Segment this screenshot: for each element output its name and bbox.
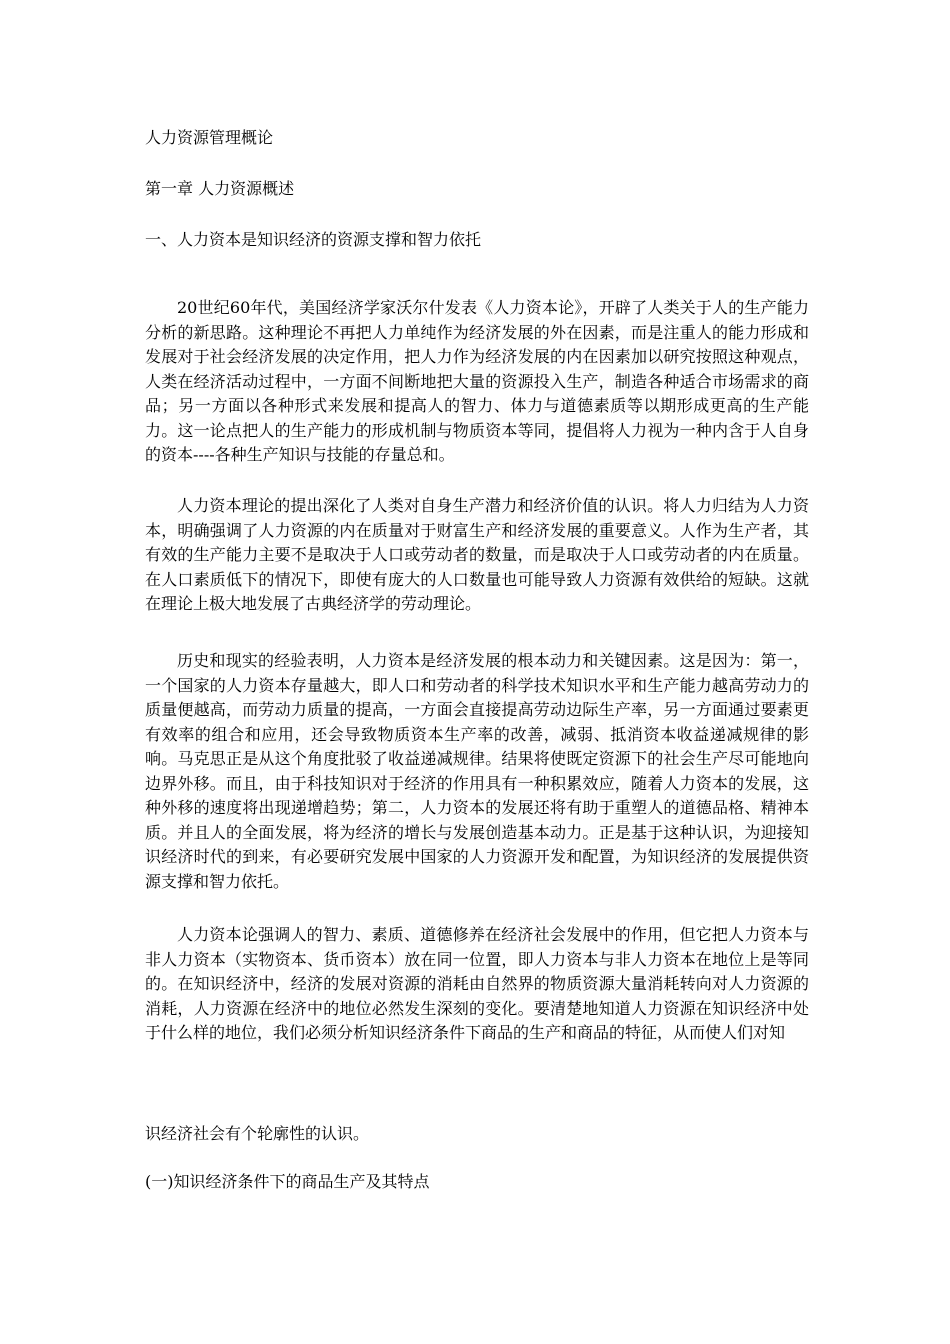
paragraph-3: 历史和现实的经验表明，人力资本是经济发展的根本动力和关键因素。这是因为：第一，一个国家的人力资本存量越大，即人口和劳动者的科学技术知识水平和生产能力越高劳动力的质量便越高，而劳动力质量的提高，一方面会直接提高劳动边际生产率，另一方面通过要素更有效率的组合和应用，还会导致物质资本生产率的改善，减弱、抵消资本收益递减规律的影响。马克思正是从这个角度批驳了收益递减规律。结果将使既定资源下的社会生产尽可能地向边界外移。而且，由于科技知识对于经济的作用具有一种积累效应，随着人力资本的发展，这种外移的速度将出现递增趋势；第二，人力资本的发展还将有助于重塑人的道德品格、精神本质。并且人的全面发展，将为经济的增长与发展创造基本动力。正是基于这种认识，为迎接知识经济时代的到来，有必要研究发展中国家的人力资源开发和配置，为知识经济的发展提供资源支撑和智力依托。 [145,651,809,891]
paragraph-continuation: 识经济社会有个轮廓性的认识。 [145,1124,370,1143]
chapter-heading: 第一章 人力资源概述 [145,179,295,198]
subsection-heading: (一)知识经济条件下的商品生产及其特点 [145,1172,430,1191]
section-heading: 一、人力资本是知识经济的资源支撑和智力依托 [145,230,482,249]
paragraph-4: 人力资本论强调人的智力、素质、道德修养在经济社会发展中的作用，但它把人力资本与非人力资本（实物资本、货币资本）放在同一位置，即人力资本与非人力资本在地位上是等同的。在知识经济中，经济的发展对资源的消耗由自然界的物质资源大量消耗转向对人力资源的消耗，人力资源在经济中的地位必然发生深刻的变化。要清楚地知道人力资源在知识经济中处于什么样的地位，我们必须分析知识经济条件下商品的生产和商品的特征，从而使人们对知 [145,925,809,1042]
document-title: 人力资源管理概论 [145,128,274,147]
paragraph-1: 20世纪60年代，美国经济学家沃尔什发表《人力资本论》，开辟了人类关于人的生产能力分析的新思路。这种理论不再把人力单纯作为经济发展的外在因素，而是注重人的能力形成和发展对于社会经济发展的决定作用，把人力作为经济发展的内在因素加以研究按照这种观点，人类在经济活动过程中，一方面不间断地把大量的资源投入生产，制造各种适合市场需求的商品；另一方面以各种形式来发展和提高人的智力、体力与道德素质等以期形成更高的生产能力。这一论点把人的生产能力的形成机制与物质资本等同，提倡将人力视为一种内含于人自身的资本----各种生产知识与技能的存量总和。 [145,298,809,464]
paragraph-2: 人力资本理论的提出深化了人类对自身生产潜力和经济价值的认识。将人力归结为人力资本，明确强调了人力资源的内在质量对于财富生产和经济发展的重要意义。人作为生产者，其有效的生产能力主要不是取决于人口或劳动者的数量，而是取决于人口或劳动者的内在质量。在人口素质低下的情况下，即使有庞大的人口数量也可能导致人力资源有效供给的短缺。这就在理论上极大地发展了古典经济学的劳动理论。 [145,496,809,613]
